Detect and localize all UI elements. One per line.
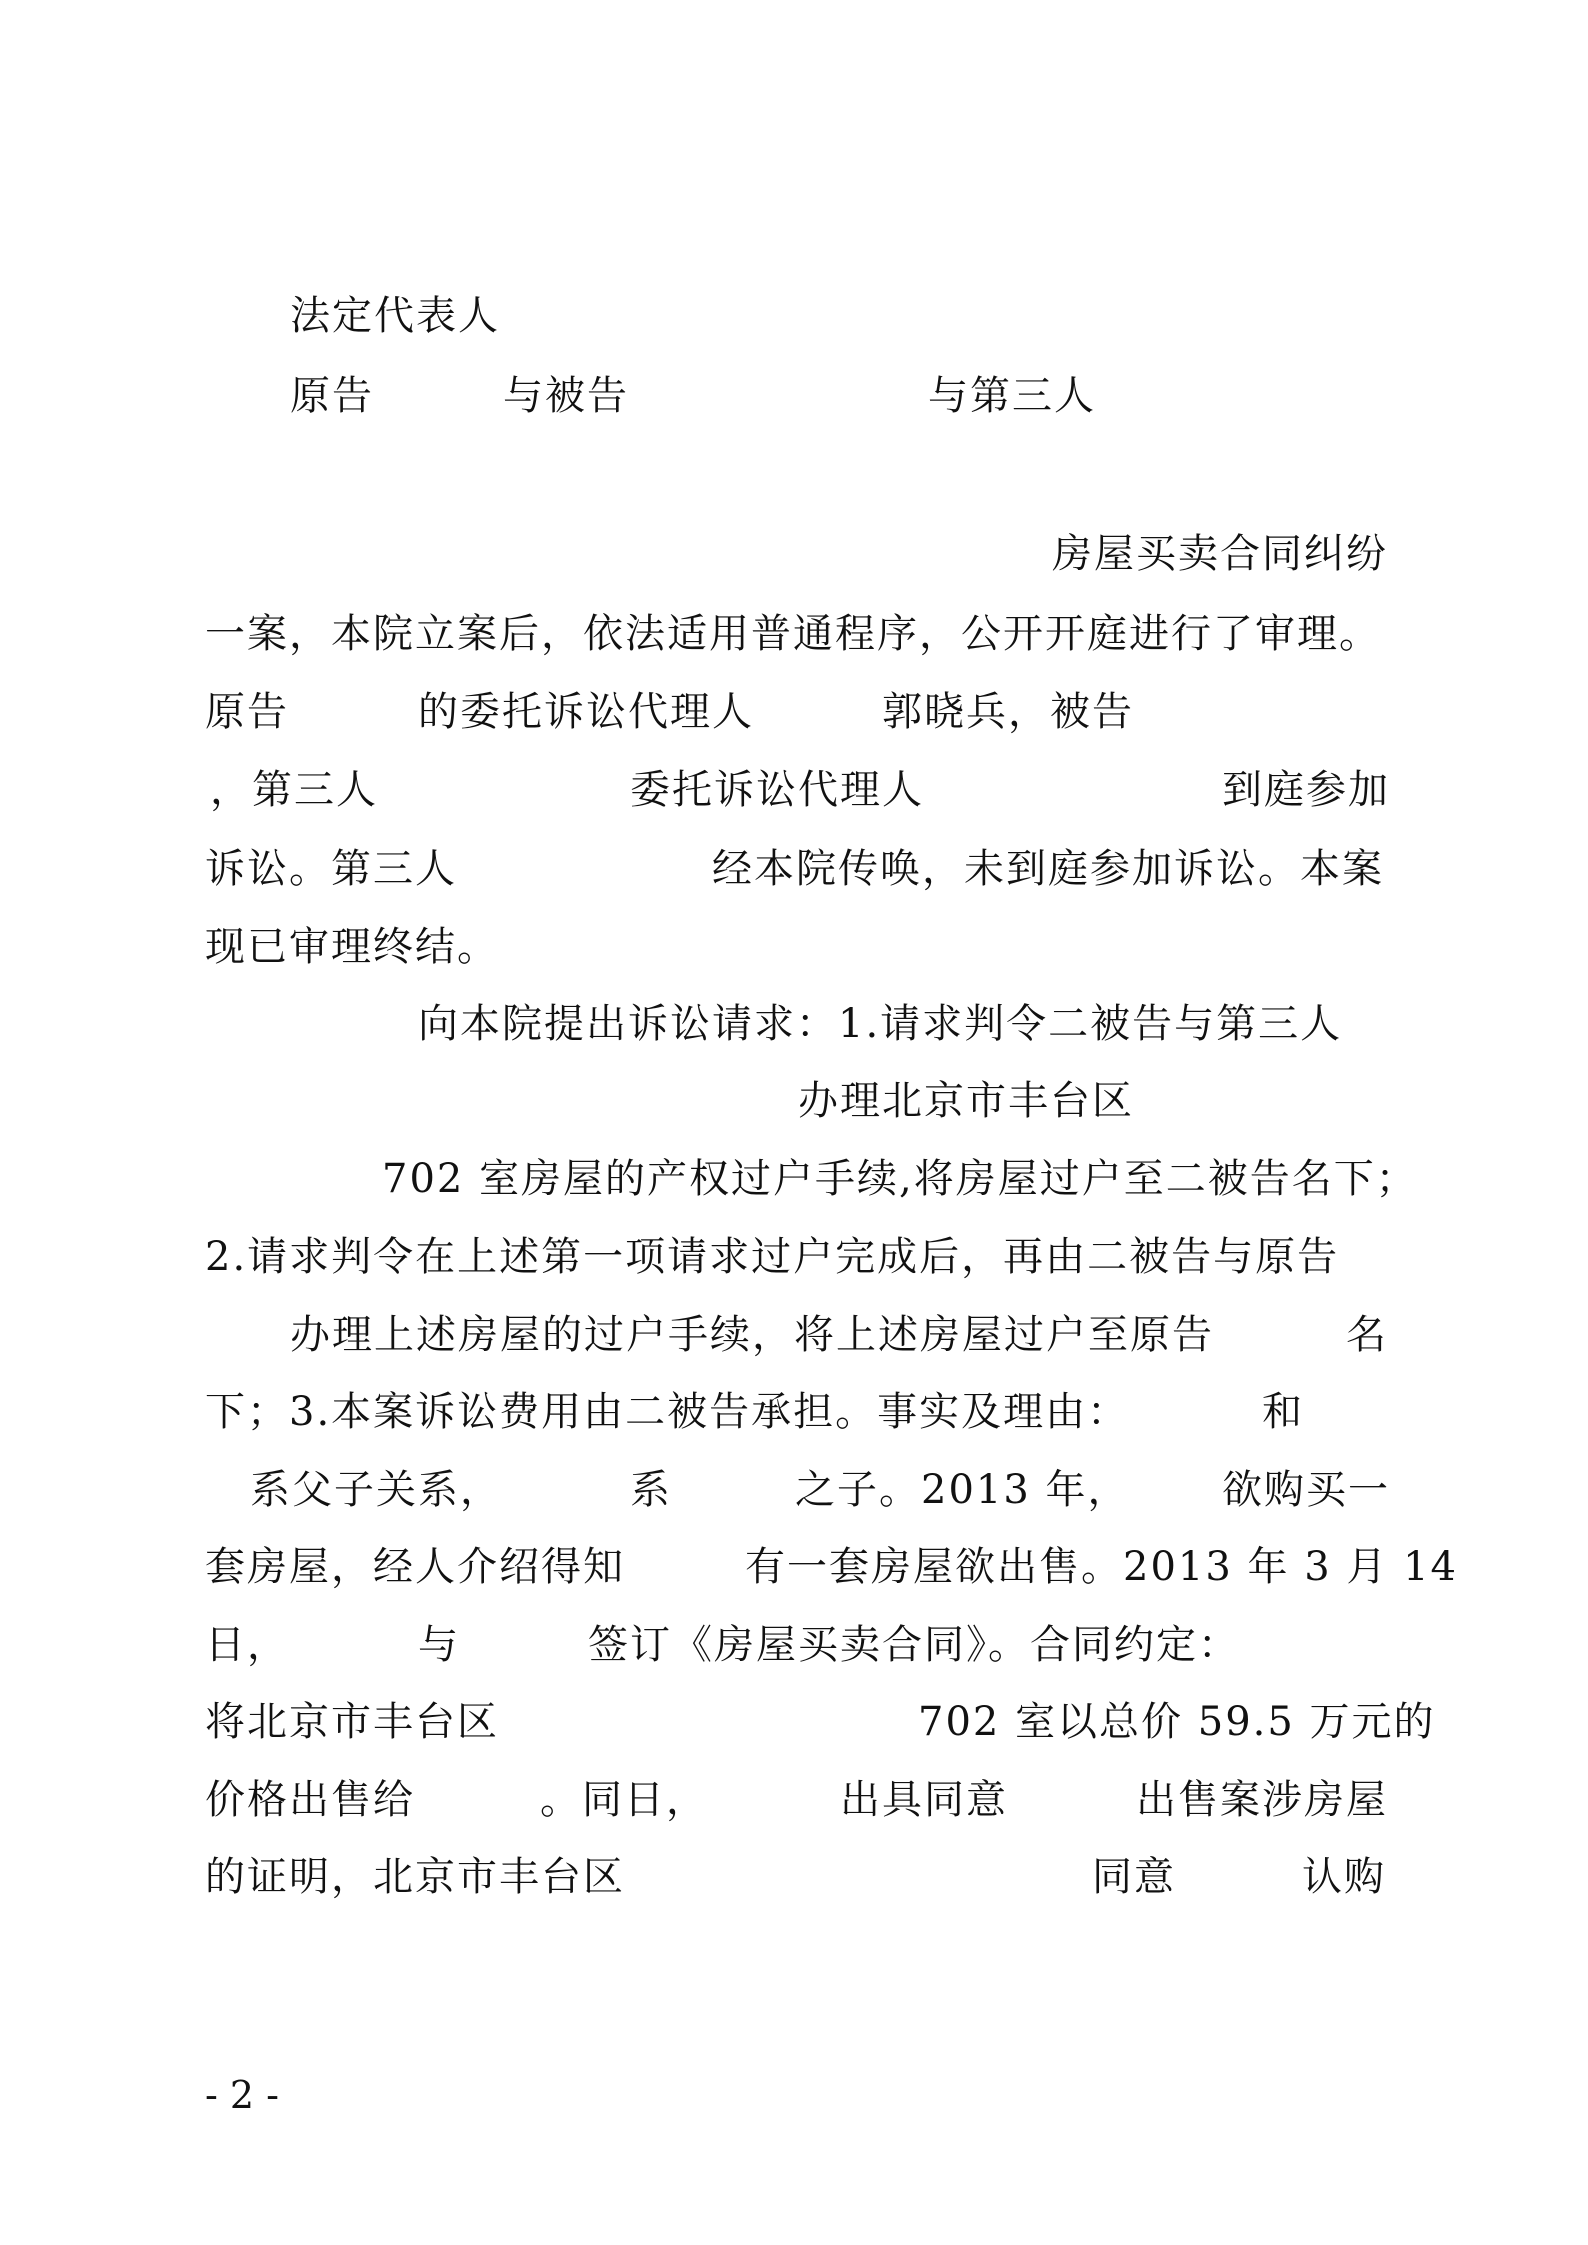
text-trial-concluded: 现已审理终结。 (205, 924, 499, 970)
text-with: 与 (418, 1622, 460, 1668)
text-and: 和 (1262, 1389, 1304, 1435)
text-house-for-sale-date: 有一套房屋欲出售。2013 年 3 月 14 (745, 1544, 1459, 1590)
text-absent-summons: 经本院传唤，未到庭参加诉讼。本案 (712, 846, 1384, 892)
text-and-third-party: 与第三人 (928, 373, 1096, 419)
text-certificate-beijing: 的证明，北京市丰台区 (205, 1854, 625, 1900)
text-beijing-fengtai-2: 将北京市丰台区 (205, 1699, 499, 1745)
text-and-defendant: 与被告 (503, 373, 629, 419)
text-legal-representative: 法定代表人 (290, 293, 500, 339)
text-plaintiff: 原告 (290, 373, 374, 419)
text-entrusted-agent: 的委托诉讼代理人 (418, 689, 754, 735)
page-number: - 2 - (205, 2073, 280, 2117)
text-case-type: 房屋买卖合同纠纷 (1052, 531, 1388, 577)
text-case-procedure: 一案，本院立案后，依法适用普通程序，公开开庭进行了审理。 (205, 611, 1381, 657)
text-father-son: 系父子关系， (250, 1467, 502, 1513)
text-handle-beijing-fengtai: 办理北京市丰台区 (798, 1078, 1134, 1124)
text-sell-house: 出售案涉房屋 (1136, 1777, 1388, 1823)
text-third-party: ，第三人 (210, 767, 378, 813)
text-name-char: 名 (1346, 1312, 1388, 1358)
text-is: 系 (630, 1467, 672, 1513)
text-handle-transfer: 办理上述房屋的过户手续，将上述房屋过户至原告 (290, 1312, 1214, 1358)
text-issued-consent: 出具同意 (840, 1777, 1008, 1823)
text-sold-to: 价格出售给 (205, 1777, 415, 1823)
text-claim-2: 2.请求判令在上述第一项请求过户完成后，再由二被告与原告 (205, 1234, 1340, 1280)
text-subscribe: 认购 (1302, 1854, 1386, 1900)
text-same-day: 。同日， (540, 1777, 708, 1823)
text-a-house-introduced: 套房屋，经人介绍得知 (205, 1544, 625, 1590)
text-entrusted-agent-2: 委托诉讼代理人 (630, 767, 924, 813)
text-plaintiff-2: 原告 (205, 689, 289, 735)
text-son-2013: 之子。2013 年， (795, 1467, 1130, 1513)
text-room-702-price: 702 室以总价 59.5 万元的 (918, 1699, 1436, 1745)
text-agree: 同意 (1092, 1854, 1176, 1900)
text-room-702-transfer: 702 室房屋的产权过户手续,将房屋过户至二被告名下； (382, 1156, 1418, 1202)
text-day: 日， (205, 1622, 289, 1668)
text-agent-name: 郭晓兵，被告 (882, 689, 1134, 735)
text-want-buy: 欲购买一 (1222, 1467, 1390, 1513)
text-attended-court: 到庭参加 (1222, 767, 1390, 813)
text-litigation-third-party: 诉讼。第三人 (205, 846, 457, 892)
text-claims-intro: 向本院提出诉讼请求：1.请求判令二被告与第三人 (418, 1001, 1343, 1047)
text-claim-3-facts: 下；3.本案诉讼费用由二被告承担。事实及理由： (205, 1389, 1130, 1435)
text-signed-contract: 签订《房屋买卖合同》。合同约定： (588, 1622, 1240, 1668)
